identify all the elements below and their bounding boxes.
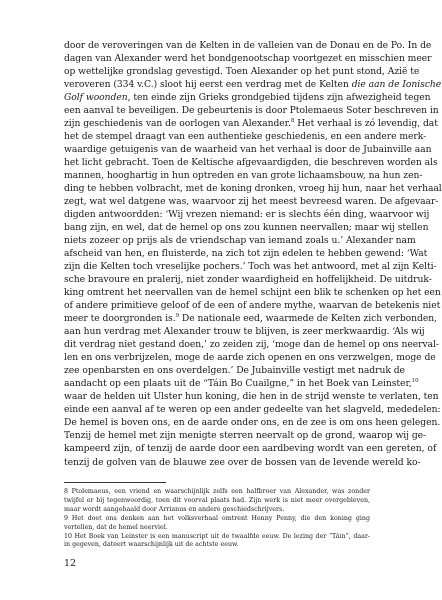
line-text: king omtrent het neervallen van de hemel schijnt een blik te schenken op het een (64, 287, 441, 299)
body-line (64, 325, 425, 338)
footnote-marker[interactable]: 10 (411, 378, 419, 385)
footnote-line: 10 Het Boek van Leinster is een manuscript uit de twaalfde eeuw. De lezing der “Táin”, daar- (64, 532, 370, 540)
line-text: veroveren (334 v.C.) sloot hij eerst een verdrag met de Kelten (64, 79, 352, 91)
body-line (64, 260, 437, 273)
line-text: ding te hebben volbracht, met de koning dronken, vroeg hij hun, naar het verhaal (64, 183, 442, 195)
body-line (64, 390, 439, 403)
page-number: 12 (64, 558, 77, 569)
body-line (64, 299, 441, 312)
line-text: mannen, hooghartig in hun optreden en van grote lichaamsbouw, na hun zen- (64, 170, 423, 182)
line-text: op wettelijke grondslag gevestigd. Toen Alexander op het punt stond, Azië te (64, 66, 420, 78)
footnote-marker[interactable]: 8 (290, 118, 295, 125)
line-text: door de veroveringen van de Kelten in de valleien van de Donau en de Po. In de (64, 40, 432, 51)
line-text: of andere primitieve geloof of de een of andere mythe, waarvan de betekenis niet (64, 300, 441, 312)
footnote-line: maar wordt aangehaald door Arrianus en andere geschiedschrijvers. (64, 505, 285, 513)
body-line (64, 403, 441, 416)
body-line (64, 338, 439, 351)
footnote-line: twijfel er bij tegenwoordig, toen dit voorval plaats had. Zijn werk is niet meer overgebleven, (64, 496, 370, 504)
body-line (64, 195, 439, 208)
line-text: waar de helden uit Ulster hun koning, die hen in de strijd wenste te verlaten, ten (64, 391, 439, 403)
line-text: zegt, wat wel datgene was, waarvoor zij het meest bevreesd waren. De afgevaar- (64, 196, 439, 208)
line-text: aan hun verdrag met Alexander trouw te blijven, is zeer merkwaardig. ‘Als wij (64, 326, 425, 338)
footnote-line: vertellen, dat de hemel neerviel. (64, 523, 168, 531)
line-text: len en ons verbrijzelen, moge de aarde zich openen en ons verzwelgen, moge de (64, 352, 436, 364)
line-text: De nationale eed, waarmede de Kelten zich verbonden, (179, 313, 437, 325)
line-text: het licht gebracht. Toen de Keltische afgevaardigden, die beschreven worden als (64, 157, 438, 169)
line-text: een aanval te beveiligen. De gebeurtenis is door Ptolemaeus Soter beschreven in (64, 105, 439, 117)
footnote-line: 9 Het doet ons denken aan het volksverhaal omtrent Henny Penny, die den koning ging (64, 514, 370, 522)
line-text: zee openbarsten en ons overdelgen.’ De Jubainville vestigt met nadruk de (64, 365, 405, 377)
body-line (64, 273, 432, 286)
body-line (64, 52, 432, 65)
italic-text: die aan de Ionische (351, 79, 442, 91)
body-line (64, 143, 432, 156)
body-line (64, 156, 438, 169)
line-text: Het verhaal is zó levendig, dat (294, 118, 438, 130)
body-line (64, 91, 431, 104)
line-text: waardige getuigenis van de waarheid van het verhaal is door de Jubainville aan (64, 144, 432, 156)
line-text: afscheid van hen, en fluisterde, na zich tot zijn edelen te hebben gewend: ‘Wat (64, 248, 428, 260)
body-line (64, 351, 436, 364)
line-text: Tenzij de hemel met zijn menigte sterren neervalt op de grond, waarop wij ge- (64, 430, 427, 442)
body-line (64, 234, 416, 247)
body-line (64, 247, 428, 260)
body-line (64, 208, 430, 221)
line-text: De hemel is boven ons, en de aarde onder ons, en de zee is om ons heen gelegen. (64, 417, 441, 429)
body-line (64, 429, 427, 442)
line-text: einde een aanval af te weren op een ander gedeelte van het slagveld, mededelen: (64, 404, 441, 416)
body-line (64, 442, 437, 455)
body-line (64, 65, 420, 78)
body-line (64, 312, 437, 325)
footnotes (64, 488, 370, 550)
line-text: dagen van Alexander werd het bondgenootschap voortgezet en misschien meer (64, 53, 432, 65)
line-text: dit verdrag niet gestand doen,’ zo zeiden zij, ‘moge dan de hemel op ons neerval- (64, 339, 439, 351)
body-line (64, 169, 423, 182)
body-line (64, 130, 427, 143)
line-text: aandacht op een plaats uit de “Táin Bo Cuailgne,” in het Boek van Leinster, (64, 378, 412, 390)
body-line (64, 78, 442, 91)
line-text: het de stempel draagt van een authentieke geschiedenis, en een andere merk- (64, 131, 427, 143)
body-line (64, 416, 441, 429)
line-text: meer te doorgronden is. (64, 313, 176, 325)
body-line (64, 117, 438, 130)
line-text: zijn die Kelten toch vreselijke pochers.’ Toch was het antwoord, met al zijn Kelti- (64, 261, 437, 273)
body-line (64, 104, 439, 117)
body-line (64, 364, 405, 377)
body-line (64, 221, 429, 234)
line-text: zijn geschiedenis van de oorlogen van Alexander. (64, 118, 291, 130)
footnote-line: in gegeven, dateert waarschijnlijk uit de achtste eeuw. (64, 541, 239, 549)
italic-text: Golf woonden (64, 92, 128, 104)
line-text: bang zijn, en wel, dat de hemel op ons zou kunnen neervallen; maar wij stellen (64, 222, 429, 234)
line-text: sche bravoure en pralerij, niet zonder waardigheid en hoffelijkheid. De uitdruk- (64, 274, 432, 286)
body-line (64, 286, 441, 299)
body-text (64, 39, 442, 469)
line-text: tenzij de golven van de blauwe zee over de bossen van de levende wereld ko- (64, 456, 421, 468)
line-text: niets zozeer op prijs als de vriendschap van iemand zoals u.’ Alexander nam (64, 235, 416, 247)
body-line (64, 377, 419, 390)
line-text: digden antwoordden: ‘Wij vrezen niemand: er is slechts één ding, waarvoor wij (64, 209, 430, 221)
footnote-marker[interactable]: 9 (175, 313, 180, 320)
body-line (64, 182, 442, 195)
body-line (64, 456, 421, 469)
body-line (64, 39, 432, 52)
line-text: kampeerd zijn, of tenzij de aarde door een aardbeving wordt van een gereten, of (64, 443, 437, 455)
line-text: , ten einde zijn Grieks grondgebied tijdens zijn afwezigheid tegen (127, 92, 431, 104)
footnote-rule (64, 482, 166, 483)
footnote-line: 8 Ptolemaeus, een vriend en waarschijnlijk zelfs een halfbroer van Alexander, was zonder (64, 488, 370, 495)
